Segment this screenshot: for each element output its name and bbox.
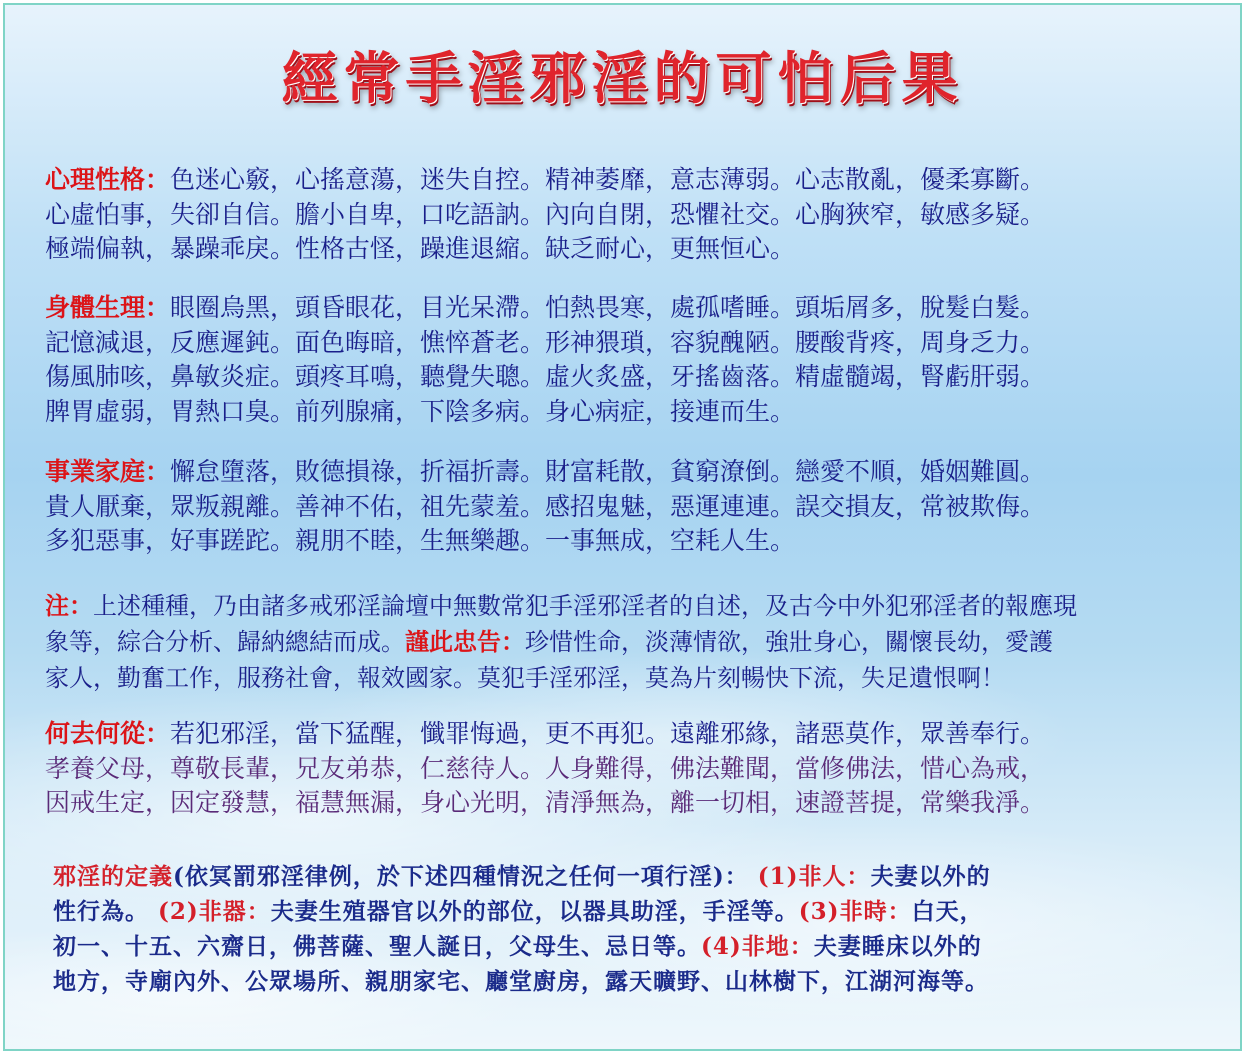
definition-item-text: 夫妻生殖器官以外的部位，以器具助淫，手淫等。 <box>270 898 799 925</box>
definition-item-text: 白天， <box>911 898 984 925</box>
definition-item-text: 夫妻以外的 <box>870 863 991 890</box>
definition-line: 地方，寺廟內外、公眾場所、親朋家宅、廳堂廚房，露天曠野、山林樹下，江湖河海等。 <box>53 968 989 995</box>
poster <box>3 3 1242 1051</box>
note-text: 珍惜性命，淡薄情欲，強壯身心，關懷長幼，愛護 <box>525 628 1053 656</box>
section-label: 事業家庭： <box>45 457 171 486</box>
section-line: 極端偏執，暴躁乖戾。性格古怪，躁進退縮。缺乏耐心，更無恒心。 <box>45 234 796 263</box>
definition-item-text: 性行為。 <box>53 898 149 925</box>
section-line: 家人，勤奮工作，服務社會，報效國家。莫犯手淫邪淫，莫為片刻暢快下流，失足遺恨啊！ <box>45 664 1005 692</box>
section-line: 心虛怕事，失卻自信。膽小自卑，口吃語訥。內向自閉，恐懼社交。心胸狹窄，敏感多疑。 <box>45 199 1046 229</box>
section-label: 何去何從： <box>45 719 171 748</box>
section-line: 多犯惡事，好事蹉跎。親朋不睦，生無樂趣。一事無成，空耗人生。 <box>45 526 796 555</box>
section-text: 色迷心竅，心搖意蕩，迷失自控。精神萎靡，意志薄弱。心志散亂，優柔寡斷。 <box>170 165 1046 194</box>
note-text: 上述種種，乃由諸多戒邪淫論壇中無數常犯手淫邪淫者的自述，及古今中外犯邪淫者的報應現 <box>93 592 1077 620</box>
section-line <box>45 624 1215 660</box>
section-line: 孝養父母，尊敬長輩，兄友弟恭，仁慈待人。人身難得，佛法難聞，當修佛法，惜心為戒， <box>45 753 1046 783</box>
definition-item-label: (4)非地： <box>701 933 814 960</box>
section-psychology <box>45 163 1215 267</box>
note-text: 象等，綜合分析、歸納總結而成。 <box>45 628 405 656</box>
definition-line <box>53 894 1213 929</box>
section-text: 若犯邪淫，當下猛醒，懺罪悔過，更不再犯。遠離邪緣，諸惡莫作，眾善奉行。 <box>170 719 1046 748</box>
section-line <box>45 291 1215 326</box>
section-career-family <box>45 455 1215 559</box>
definition-label: 邪淫的定義 <box>53 863 173 890</box>
definition-intro: (依冥罰邪淫律例，於下述四種情況之任何一項行淫)： <box>173 863 749 890</box>
section-note <box>45 588 1215 696</box>
section-text: 懈怠墮落，敗德損祿，折福折壽。財富耗散，貧窮潦倒。戀愛不順，婚姻難圓。 <box>170 457 1046 486</box>
section-line <box>45 455 1215 490</box>
section-label: 身體生理： <box>45 293 171 322</box>
section-line <box>45 163 1215 198</box>
page-title: 經常手淫邪淫的可怕后果 <box>281 47 964 112</box>
definition-item-text: 夫妻睡床以外的 <box>813 933 982 960</box>
definition-line <box>53 929 1213 964</box>
section-text: 眼圈烏黑，頭昏眼花，目光呆滯。怕熱畏寒，處孤嗜睡。頭垢屑多，脫髮白髮。 <box>170 293 1046 322</box>
section-line: 因戒生定，因定發慧，福慧無漏，身心光明，清淨無為，離一切相，速證菩提，常樂我淨。 <box>45 788 1046 817</box>
warning-label: 謹此忠告： <box>405 628 525 656</box>
section-line: 記憶減退，反應遲鈍。面色晦暗，憔悴蒼老。形神猥瑣，容貌醜陋。腰酸背疼，周身乏力。 <box>45 327 1046 357</box>
section-line: 貴人厭棄，眾叛親離。善神不佑，祖先蒙羞。感招鬼魅，惡運連連。誤交損友，常被欺侮。 <box>45 491 1046 521</box>
section-line <box>45 588 1215 624</box>
section-line <box>45 717 1215 752</box>
definition-item-label: (3)非時： <box>798 898 912 925</box>
definition-item-label: (2)非器： <box>158 898 271 925</box>
definition-line <box>53 859 1213 894</box>
section-line: 脾胃虛弱，胃熱口臭。前列腺痛，下陰多病。身心病症，接連而生。 <box>45 396 796 426</box>
section-path <box>45 717 1215 821</box>
section-line: 傷風肺咳，鼻敏炎症。頭疼耳鳴，聽覺失聰。虛火炙盛，牙搖齒落。精虛髓竭，腎虧肝弱。 <box>45 362 1046 391</box>
section-physiology <box>45 291 1215 429</box>
section-definition <box>53 859 1213 999</box>
definition-item-label: (1)非人： <box>757 863 871 890</box>
section-label: 心理性格： <box>45 165 171 194</box>
note-label: 注： <box>45 592 93 620</box>
definition-item-text: 初一、十五、六齋日，佛菩薩、聖人誕日，父母生、忌日等。 <box>53 933 701 960</box>
